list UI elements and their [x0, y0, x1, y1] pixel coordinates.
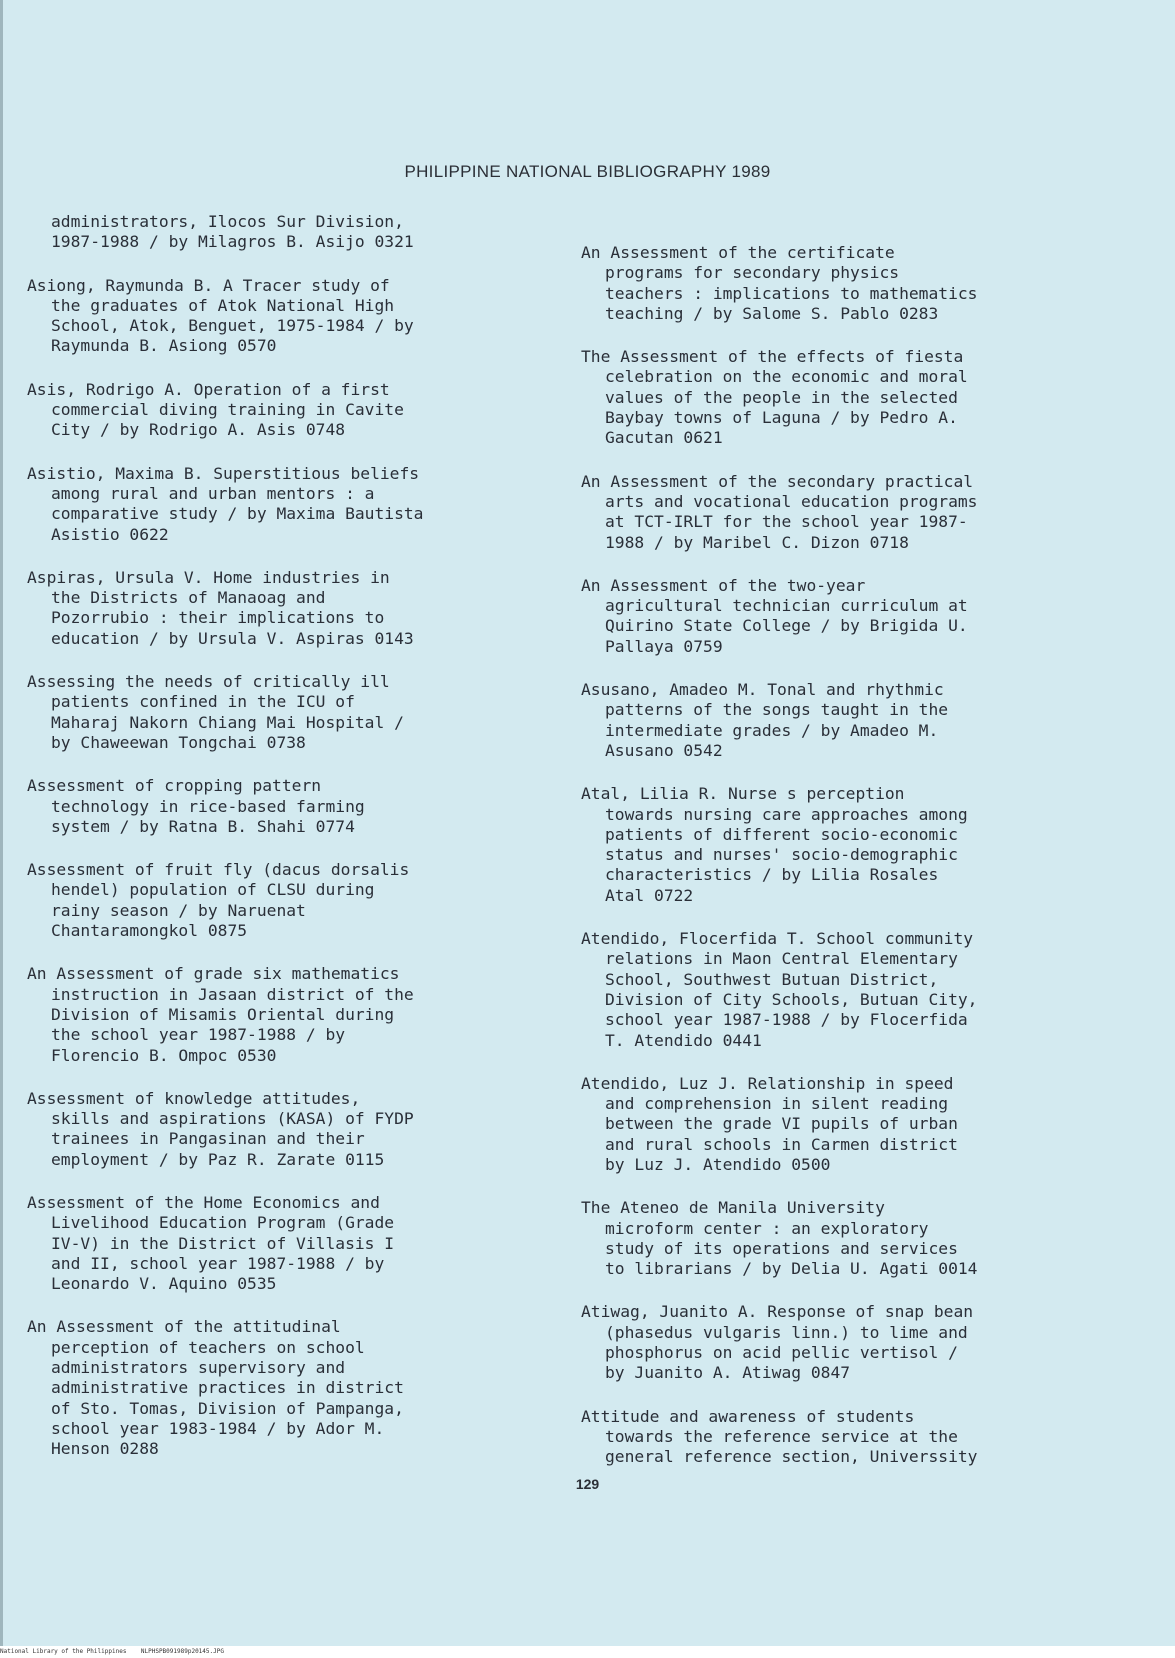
entry-line: the school year 1987-1988 / by	[51, 1025, 346, 1045]
bibliography-entry	[27, 212, 557, 253]
bibliography-entry	[27, 1193, 557, 1294]
entry-line: administrators supervisory and	[51, 1358, 346, 1378]
entry-line: commercial diving training in Cavite	[51, 400, 404, 420]
entry-line: and comprehension in silent reading	[605, 1094, 949, 1114]
entry-line: administrative practices in district	[51, 1378, 404, 1398]
bibliography-entry	[27, 276, 557, 357]
entry-line: Assessing the needs of critically ill	[27, 672, 390, 692]
entry-line: Quirino State College / by Brigida U.	[605, 616, 968, 636]
entry-line: trainees in Pangasinan and their	[51, 1129, 365, 1149]
entry-line: Pozorrubio : their implications to	[51, 608, 385, 628]
entry-line: Henson 0288	[51, 1439, 159, 1459]
entry-line: Asistio, Maxima B. Superstitious beliefs	[27, 463, 420, 483]
bibliography-entry	[581, 1198, 1111, 1279]
entry-line: the graduates of Atok National High	[51, 295, 395, 315]
entry-line: Asusano, Amadeo M. Tonal and rhythmic	[581, 680, 944, 700]
entry-line: patients of different socio-economic	[605, 824, 958, 844]
entry-line: Asiong, Raymunda B. A Tracer study of	[27, 275, 390, 295]
entry-line: Division of City Schools, Butuan City,	[605, 989, 978, 1009]
entry-line: among rural and urban mentors : a	[51, 483, 375, 503]
entry-line: Atendido, Luz J. Relationship in speed	[581, 1073, 954, 1093]
entry-line: and II, school year 1987-1988 / by	[51, 1253, 385, 1273]
entry-line: the Districts of Manaoag and	[51, 588, 326, 608]
entry-line: Asistio 0622	[51, 524, 169, 544]
bibliography-entry	[27, 464, 557, 545]
bibliography-entry	[581, 347, 1111, 448]
entry-line: school year 1983-1984 / by Ador M.	[51, 1418, 385, 1438]
scan-credit: National Library of the Philippines NLPHSPB091989p20145.JPG	[0, 1646, 1175, 1658]
entry-line: teaching / by Salome S. Pablo 0283	[605, 303, 939, 323]
entry-line: Atiwag, Juanito A. Response of snap bean	[581, 1302, 974, 1322]
entry-line: Assessment of fruit fly (dacus dorsalis	[27, 860, 410, 880]
entry-line: Pallaya 0759	[605, 636, 723, 656]
entry-line: by Juanito A. Atiwag 0847	[605, 1363, 851, 1383]
entry-line: An Assessment of grade six mathematics	[27, 964, 400, 984]
right-column	[581, 243, 1111, 1491]
entry-line: Assessment of cropping pattern	[27, 776, 322, 796]
entry-line: programs for secondary physics	[605, 263, 900, 283]
entry-line: Gacutan 0621	[605, 428, 723, 448]
entry-line: to librarians / by Delia U. Agati 0014	[605, 1259, 978, 1279]
bibliography-entry	[27, 672, 557, 753]
entry-line: between the grade VI pupils of urban	[605, 1114, 958, 1134]
entry-line: characteristics / by Lilia Rosales	[605, 865, 939, 885]
bibliography-entry	[581, 680, 1111, 761]
entry-line: patients confined in the ICU of	[51, 692, 355, 712]
entry-line: rainy season / by Naruenat	[51, 900, 306, 920]
entry-line: general reference section, Universsity	[605, 1447, 978, 1467]
bibliography-entry	[581, 784, 1111, 906]
entry-line: An Assessment of the certificate	[581, 243, 895, 262]
entry-line: relations in Maon Central Elementary	[605, 949, 958, 969]
entry-line: perception of teachers on school	[51, 1337, 365, 1357]
entry-line: School, Atok, Benguet, 1975-1984 / by	[51, 316, 414, 336]
entry-line: Atendido, Flocerfida T. School community	[581, 929, 974, 949]
entry-line: An Assessment of the two-year	[581, 575, 866, 595]
entry-line: by Luz J. Atendido 0500	[605, 1154, 831, 1174]
entry-line: Maharaj Nakorn Chiang Mai Hospital /	[51, 712, 404, 732]
entry-line: Aspiras, Ursula V. Home industries in	[27, 567, 390, 587]
entry-line: study of its operations and services	[605, 1238, 958, 1258]
entry-line: Assessment of knowledge attitudes,	[27, 1088, 361, 1108]
bibliography-entry	[27, 776, 557, 837]
entry-line: administrators, Ilocos Sur Division,	[51, 212, 404, 231]
entry-line: instruction in Jasaan district of the	[51, 984, 414, 1004]
entry-line: and rural schools in Carmen district	[605, 1134, 958, 1154]
bibliography-entry	[27, 964, 557, 1065]
entry-line: patterns of the songs taught in the	[605, 700, 949, 720]
entry-line: 1987-1988 / by Milagros B. Asijo 0321	[51, 232, 414, 252]
entry-line: The Assessment of the effects of fiesta	[581, 347, 964, 367]
page-number: 129	[575, 1476, 600, 1492]
entry-line: employment / by Paz R. Zarate 0115	[51, 1149, 385, 1169]
entry-line: T. Atendido 0441	[605, 1030, 762, 1050]
entry-line: education / by Ursula V. Aspiras 0143	[51, 628, 414, 648]
entry-line: Asis, Rodrigo A. Operation of a first	[27, 379, 390, 399]
bibliography-entry	[27, 568, 557, 649]
entry-line: towards the reference service at the	[605, 1426, 958, 1446]
entry-line: skills and aspirations (KASA) of FYDP	[51, 1109, 414, 1129]
entry-line: Leonardo V. Aquino 0535	[51, 1274, 277, 1294]
bibliography-entry	[581, 576, 1111, 657]
entry-line: An Assessment of the attitudinal	[27, 1317, 341, 1337]
entry-line: technology in rice-based farming	[51, 796, 365, 816]
bibliography-entry	[27, 1089, 557, 1170]
entry-line: School, Southwest Butuan District,	[605, 969, 939, 989]
entry-line: microform center : an exploratory	[605, 1218, 929, 1238]
entry-line: system / by Ratna B. Shahi 0774	[51, 816, 355, 836]
bibliography-entry	[27, 860, 557, 941]
page-title: PHILIPPINE NATIONAL BIBLIOGRAPHY 1989	[404, 162, 771, 181]
entry-line: school year 1987-1988 / by Flocerfida	[605, 1010, 968, 1030]
entry-line: comparative study / by Maxima Bautista	[51, 504, 424, 524]
entry-line: An Assessment of the secondary practical	[581, 471, 974, 491]
entry-line: at TCT-IRLT for the school year 1987-	[605, 512, 968, 532]
entry-line: Atal 0722	[605, 885, 694, 905]
entry-line: (phasedus vulgaris linn.) to lime and	[605, 1322, 968, 1342]
bibliography-entry	[581, 243, 1111, 324]
bibliography-entry	[581, 1302, 1111, 1383]
page-edge-shadow	[0, 0, 3, 1646]
entry-line: agricultural technician curriculum at	[605, 596, 968, 616]
entry-line: status and nurses' socio-demographic	[605, 845, 958, 865]
entry-line: Atal, Lilia R. Nurse s perception	[581, 784, 905, 804]
entry-line: by Chaweewan Tongchai 0738	[51, 732, 306, 752]
entry-line: The Ateneo de Manila University	[581, 1198, 885, 1218]
entry-line: Asusano 0542	[605, 740, 723, 760]
entry-line: celebration on the economic and moral	[605, 367, 968, 387]
entry-line: Chantaramongkol 0875	[51, 921, 248, 941]
entry-line: towards nursing care approaches among	[605, 804, 968, 824]
bibliography-entry	[581, 929, 1111, 1051]
entry-line: Livelihood Education Program (Grade	[51, 1213, 395, 1233]
entry-line: Raymunda B. Asiong 0570	[51, 336, 277, 356]
entry-line: phosphorus on acid pellic vertisol /	[605, 1343, 958, 1363]
entry-line: 1988 / by Maribel C. Dizon 0718	[605, 532, 909, 552]
entry-line: Baybay towns of Laguna / by Pedro A.	[605, 408, 958, 428]
bibliography-entry	[27, 380, 557, 441]
bibliography-entry	[581, 472, 1111, 553]
entry-line: IV-V) in the District of Villasis I	[51, 1233, 395, 1253]
entry-line: Assessment of the Home Economics and	[27, 1192, 380, 1212]
entry-line: of Sto. Tomas, Division of Pampanga,	[51, 1398, 404, 1418]
entry-line: hendel) population of CLSU during	[51, 880, 375, 900]
entry-line: intermediate grades / by Amadeo M.	[605, 720, 939, 740]
bibliography-entry	[581, 1407, 1111, 1468]
entry-line: Division of Misamis Oriental during	[51, 1004, 395, 1024]
entry-line: arts and vocational education programs	[605, 491, 978, 511]
entry-line: teachers : implications to mathematics	[605, 283, 978, 303]
bibliography-entry	[581, 1074, 1111, 1175]
entry-line: values of the people in the selected	[605, 387, 958, 407]
entry-line: Florencio B. Ompoc 0530	[51, 1045, 277, 1065]
entry-line: City / by Rodrigo A. Asis 0748	[51, 420, 346, 440]
left-column	[27, 212, 557, 1483]
entry-line: Attitude and awareness of students	[581, 1406, 915, 1426]
bibliography-entry	[27, 1317, 557, 1459]
